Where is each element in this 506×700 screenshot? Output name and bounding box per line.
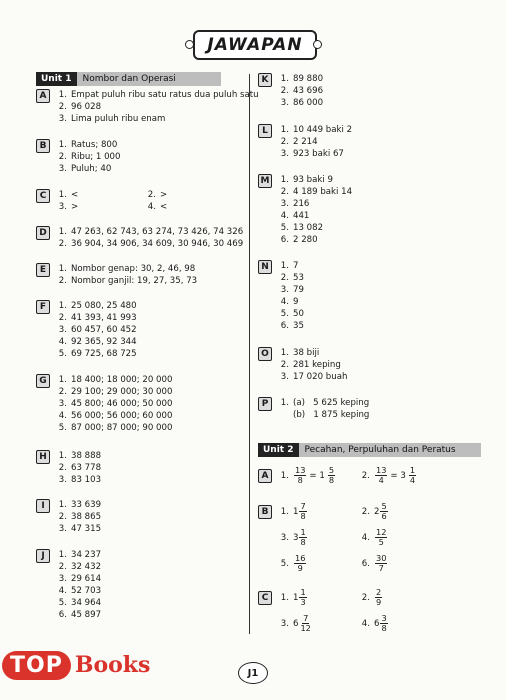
answer-line: 2. 36 904, 34 906, 34 609, 30 946, 30 469 — [58, 239, 244, 249]
answer-line: 2. 38 865 — [58, 512, 102, 522]
answer-line: 3. 83 103 — [58, 475, 102, 485]
fraction-answer: 1. $\frac{13}{8}$ = 1 $\frac{5}{8}$ — [280, 465, 335, 485]
fraction-answer: 4. $\frac{12}{5}$ — [361, 527, 387, 547]
answer-line: (b) 1 875 keping — [293, 410, 370, 420]
answer-line: 4. 441 — [280, 211, 310, 221]
answer-line: 1. 47 263, 62 743, 63 274, 73 426, 74 326 — [58, 227, 244, 237]
answer-line: 3. > — [58, 202, 79, 212]
answer-line: 3. 45 800; 46 000; 50 000 — [58, 399, 173, 409]
fraction-answer: 4. 6 $\frac{3}{8}$ — [361, 613, 387, 633]
answer-line: 2. Ribu; 1 000 — [58, 152, 121, 162]
answer-line: 1. 89 880 — [280, 74, 324, 84]
fraction-answer: 1. 1 $\frac{7}{8}$ — [280, 501, 306, 521]
answer-line: 1. 34 237 — [58, 550, 102, 560]
page-title: JAWAPAN — [193, 30, 317, 60]
answer-line: 1. Ratus; 800 — [58, 140, 118, 150]
answer-line: 1. 38 888 — [58, 451, 102, 461]
fraction-answer: 3. 3 $\frac{1}{8}$ — [280, 527, 306, 547]
answer-line: 3. 29 614 — [58, 574, 102, 584]
topbooks-logo — [2, 648, 150, 682]
answer-line: 2. 63 778 — [58, 463, 102, 473]
unit-2-title: Pecahan, Perpuluhan dan Peratus — [299, 443, 481, 457]
section-label: K — [258, 73, 272, 87]
section-label: N — [258, 260, 272, 274]
answer-line: 6. 35 — [280, 321, 304, 331]
answer-line: 1. 10 449 baki 2 — [280, 125, 353, 135]
answer-line: 4. 9 — [280, 297, 299, 307]
answer-line: 2. 53 — [280, 273, 304, 283]
column-divider — [249, 74, 250, 634]
answer-line: 2. 4 189 baki 14 — [280, 187, 353, 197]
section-label: B — [36, 139, 50, 153]
section-label: F — [36, 300, 50, 314]
answer-line: 4. 52 703 — [58, 586, 102, 596]
fraction-answer: 2. 2 $\frac{5}{6}$ — [361, 501, 387, 521]
section-label: O — [258, 347, 272, 361]
answer-line: 2. 41 393, 41 993 — [58, 313, 137, 323]
answer-line: 5. 50 — [280, 309, 304, 319]
unit-1-tag: Unit 1 — [36, 72, 77, 86]
fraction-answer: 6. $\frac{30}{7}$ — [361, 553, 387, 573]
answer-line: 2. 2 214 — [280, 137, 318, 147]
answer-line: 2. 96 028 — [58, 102, 102, 112]
title-ornament-right — [313, 40, 322, 49]
section-label: A — [36, 89, 50, 103]
answer-line: 2. 281 keping — [280, 360, 341, 370]
page-number: J1 — [238, 662, 268, 684]
section-label: L — [258, 124, 272, 138]
answer-line: 3. Lima puluh ribu enam — [58, 114, 166, 124]
section-label: H — [36, 450, 50, 464]
logo-top-text: TOP — [2, 651, 71, 680]
unit-1-header — [36, 72, 221, 86]
answer-line: 3. 17 020 buah — [280, 372, 348, 382]
answer-line: 1. Empat puluh ribu satu ratus dua puluh satu — [58, 90, 259, 100]
answer-line: 3. Puluh; 40 — [58, 164, 112, 174]
answer-line: 3. 86 000 — [280, 98, 324, 108]
unit-2-header — [258, 443, 481, 457]
section-label: D — [36, 226, 50, 240]
section-label: I — [36, 499, 50, 513]
answer-line: 2. 32 432 — [58, 562, 102, 572]
section-label: A — [258, 469, 272, 483]
answer-line: 1. 25 080, 25 480 — [58, 301, 137, 311]
answer-line: 5. 69 725, 68 725 — [58, 349, 137, 359]
answer-line: 3. 60 457, 60 452 — [58, 325, 137, 335]
fraction-answer: 2. $\frac{13}{4}$ = 3 $\frac{1}{4}$ — [361, 465, 416, 485]
answer-line: 1. 38 biji — [280, 348, 320, 358]
answer-line: 1. Nombor genap: 30, 2, 46, 98 — [58, 264, 196, 274]
section-label: G — [36, 374, 50, 388]
answer-line: 1. < — [58, 190, 79, 200]
fraction-answer: 3. 6 $\frac{7}{12}$ — [280, 613, 311, 633]
answer-line: 3. 216 — [280, 199, 310, 209]
answer-line: 3. 79 — [280, 285, 304, 295]
answer-line: 5. 87 000; 87 000; 90 000 — [58, 423, 173, 433]
answer-line: 1. 18 400; 18 000; 20 000 — [58, 375, 173, 385]
answer-line: 4. 56 000; 56 000; 60 000 — [58, 411, 173, 421]
answer-line: 4. 92 365, 92 344 — [58, 337, 137, 347]
fraction-answer: 2. $\frac{2}{9}$ — [361, 587, 382, 607]
answer-line: 1. 93 baki 9 — [280, 175, 333, 185]
answer-line: 2. 29 100; 29 000; 30 000 — [58, 387, 173, 397]
section-label: C — [36, 189, 50, 203]
answer-line: 2. Nombor ganjil: 19, 27, 35, 73 — [58, 276, 198, 286]
answer-line: 5. 34 964 — [58, 598, 102, 608]
section-label: M — [258, 174, 272, 188]
answer-line: 1. 33 639 — [58, 500, 102, 510]
answer-line: 6. 45 897 — [58, 610, 102, 620]
answer-line: 4. < — [147, 202, 168, 212]
unit-2-tag: Unit 2 — [258, 443, 299, 457]
fraction-answer: 5. $\frac{16}{9}$ — [280, 553, 306, 573]
logo-books-text: Books — [74, 652, 151, 678]
answer-line: 2. > — [147, 190, 168, 200]
unit-1-title: Nombor dan Operasi — [77, 72, 221, 86]
section-label: P — [258, 397, 272, 411]
section-label: C — [258, 591, 272, 605]
answer-line: 3. 923 baki 67 — [280, 149, 344, 159]
page-title-frame — [185, 30, 321, 60]
section-label: B — [258, 505, 272, 519]
section-label: J — [36, 549, 50, 563]
answer-line: 5. 13 082 — [280, 223, 324, 233]
answer-line: 6. 2 280 — [280, 235, 318, 245]
answer-line: 1. 7 — [280, 261, 299, 271]
fraction-answer: 1. 1 $\frac{1}{3}$ — [280, 587, 306, 607]
answer-line: 2. 43 696 — [280, 86, 324, 96]
section-label: E — [36, 263, 50, 277]
answer-line: 3. 47 315 — [58, 524, 102, 534]
answer-line: 1. (a) 5 625 keping — [280, 398, 370, 408]
